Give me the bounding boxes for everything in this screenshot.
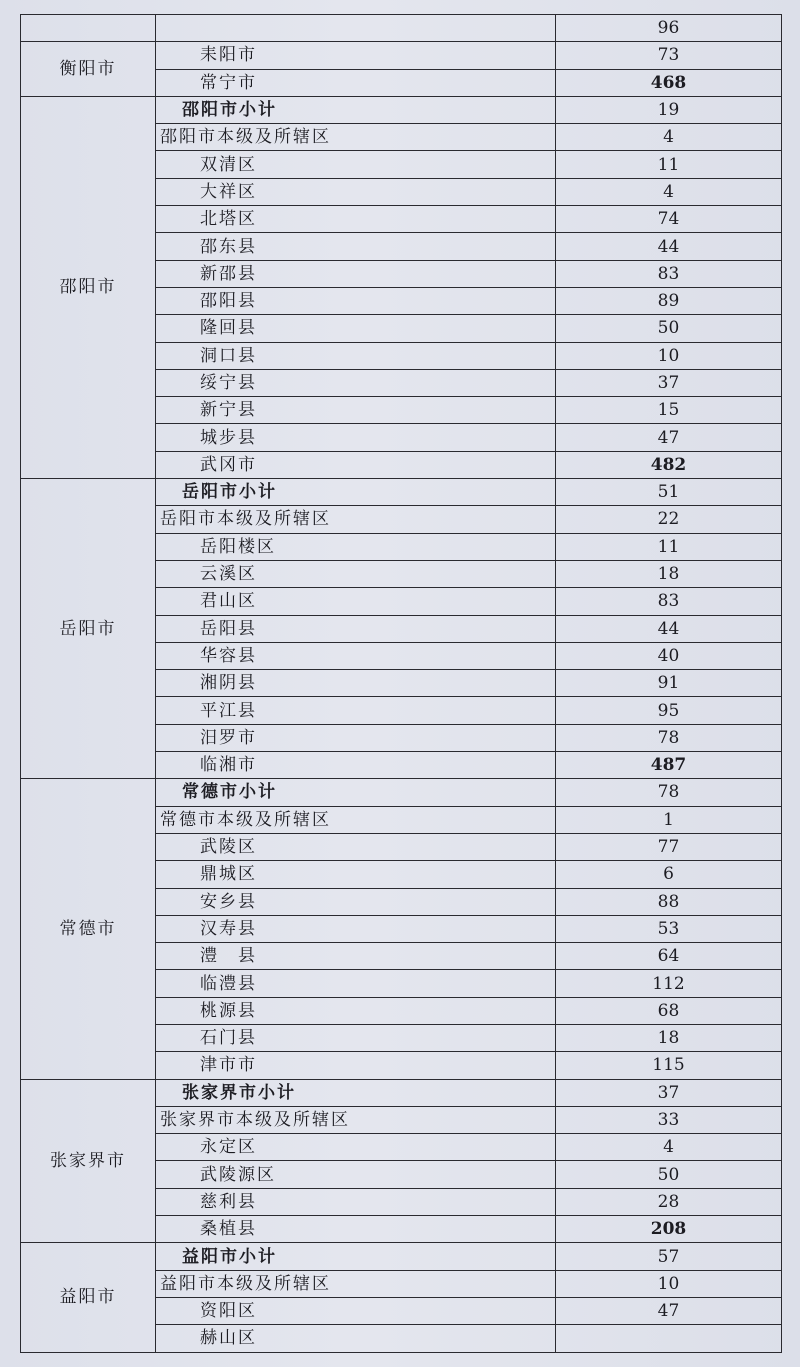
value-cell: 40: [556, 642, 782, 669]
county-name-cell: 常宁市: [156, 69, 556, 96]
county-name-cell: 临澧县: [156, 970, 556, 997]
top-value-cell: 96: [556, 15, 782, 42]
value-cell: 15: [556, 397, 782, 424]
county-name-cell: 资阳区: [156, 1297, 556, 1324]
value-cell: 10: [556, 1270, 782, 1297]
county-name-cell: 城步县: [156, 424, 556, 451]
table-row: [21, 1243, 782, 1270]
value-cell: 50: [556, 1161, 782, 1188]
county-name-cell: 湘阴县: [156, 670, 556, 697]
county-name-cell: 鼎城区: [156, 861, 556, 888]
value-cell: 4: [556, 1134, 782, 1161]
county-name-cell: 云溪区: [156, 560, 556, 587]
county-name-cell: 桃源县: [156, 997, 556, 1024]
value-cell: 44: [556, 233, 782, 260]
county-name-cell: 常德市本级及所辖区: [156, 806, 556, 833]
city-name-cell: 常德市: [21, 779, 156, 1079]
value-cell: 19: [556, 96, 782, 123]
value-cell: 28: [556, 1188, 782, 1215]
county-name-cell: 绥宁县: [156, 369, 556, 396]
value-cell: 74: [556, 206, 782, 233]
subtotal-name-cell: 张家界市小计: [156, 1079, 556, 1106]
value-cell: 78: [556, 779, 782, 806]
county-name-cell: 耒阳市: [156, 42, 556, 69]
county-name-cell: 永定区: [156, 1134, 556, 1161]
table-row: [21, 779, 782, 806]
value-cell: 77: [556, 833, 782, 860]
county-name-cell: 岳阳县: [156, 615, 556, 642]
county-name-cell: 君山区: [156, 588, 556, 615]
value-cell: 57: [556, 1243, 782, 1270]
value-cell: 11: [556, 533, 782, 560]
value-cell: 53: [556, 915, 782, 942]
county-name-cell: 益阳市本级及所辖区: [156, 1270, 556, 1297]
value-cell: 1: [556, 806, 782, 833]
value-cell: 51: [556, 479, 782, 506]
county-name-cell: 洞口县: [156, 342, 556, 369]
value-cell: 11: [556, 151, 782, 178]
county-name-cell: 赫山区: [156, 1325, 556, 1352]
county-name-cell: 新邵县: [156, 260, 556, 287]
value-cell: 50: [556, 315, 782, 342]
value-cell: 487: [556, 752, 782, 779]
county-name-cell: 平江县: [156, 697, 556, 724]
county-name-cell: 武陵区: [156, 833, 556, 860]
value-cell: 18: [556, 560, 782, 587]
county-name-cell: 武陵源区: [156, 1161, 556, 1188]
city-name-cell: 邵阳市: [21, 96, 156, 478]
table-row: [21, 42, 782, 69]
county-name-cell: 澧 县: [156, 943, 556, 970]
value-cell: 91: [556, 670, 782, 697]
value-cell: [556, 1325, 782, 1352]
county-name-cell: 邵东县: [156, 233, 556, 260]
county-name-cell: 岳阳市本级及所辖区: [156, 506, 556, 533]
table-row: [21, 96, 782, 123]
value-cell: 47: [556, 1297, 782, 1324]
city-cell: [21, 15, 156, 42]
value-cell: 208: [556, 1216, 782, 1243]
county-name-cell: 临湘市: [156, 752, 556, 779]
county-name-cell: 新宁县: [156, 397, 556, 424]
county-name-cell: 津市市: [156, 1052, 556, 1079]
table-row: [21, 479, 782, 506]
value-cell: 37: [556, 369, 782, 396]
subtotal-name-cell: 邵阳市小计: [156, 96, 556, 123]
subtotal-name-cell: 常德市小计: [156, 779, 556, 806]
county-name-cell: 北塔区: [156, 206, 556, 233]
value-cell: 10: [556, 342, 782, 369]
table-body: [21, 15, 782, 1353]
city-name-cell: 张家界市: [21, 1079, 156, 1243]
value-cell: 4: [556, 124, 782, 151]
county-name-cell: 汨罗市: [156, 724, 556, 751]
county-name-cell: 双清区: [156, 151, 556, 178]
statistics-table: [20, 14, 782, 1353]
value-cell: 112: [556, 970, 782, 997]
value-cell: 73: [556, 42, 782, 69]
county-name-cell: 华容县: [156, 642, 556, 669]
value-cell: 18: [556, 1024, 782, 1051]
county-name-cell: 安乡县: [156, 888, 556, 915]
value-cell: 78: [556, 724, 782, 751]
value-cell: 468: [556, 69, 782, 96]
county-name-cell: 武冈市: [156, 451, 556, 478]
city-name-cell: 益阳市: [21, 1243, 156, 1352]
county-name-cell: 慈利县: [156, 1188, 556, 1215]
subtotal-name-cell: 益阳市小计: [156, 1243, 556, 1270]
county-name-cell: 桑植县: [156, 1216, 556, 1243]
county-name-cell: 岳阳楼区: [156, 533, 556, 560]
county-name-cell: 邵阳县: [156, 287, 556, 314]
county-name-cell: 隆回县: [156, 315, 556, 342]
value-cell: 83: [556, 588, 782, 615]
city-name-cell: 岳阳市: [21, 479, 156, 779]
value-cell: 37: [556, 1079, 782, 1106]
value-cell: 68: [556, 997, 782, 1024]
value-cell: 4: [556, 178, 782, 205]
table-row: [21, 15, 782, 42]
value-cell: 22: [556, 506, 782, 533]
city-name-cell: 衡阳市: [21, 42, 156, 97]
subtotal-name-cell: 岳阳市小计: [156, 479, 556, 506]
value-cell: 44: [556, 615, 782, 642]
table-row: [21, 1079, 782, 1106]
value-cell: 95: [556, 697, 782, 724]
county-name-cell: 邵阳市本级及所辖区: [156, 124, 556, 151]
value-cell: 83: [556, 260, 782, 287]
value-cell: 115: [556, 1052, 782, 1079]
value-cell: 33: [556, 1106, 782, 1133]
county-name-cell: 张家界市本级及所辖区: [156, 1106, 556, 1133]
value-cell: 88: [556, 888, 782, 915]
county-name-cell: 石门县: [156, 1024, 556, 1051]
county-name-cell: 大祥区: [156, 178, 556, 205]
value-cell: 482: [556, 451, 782, 478]
value-cell: 47: [556, 424, 782, 451]
county-name-cell: 汉寿县: [156, 915, 556, 942]
value-cell: 89: [556, 287, 782, 314]
value-cell: 64: [556, 943, 782, 970]
county-cell: [156, 15, 556, 42]
value-cell: 6: [556, 861, 782, 888]
